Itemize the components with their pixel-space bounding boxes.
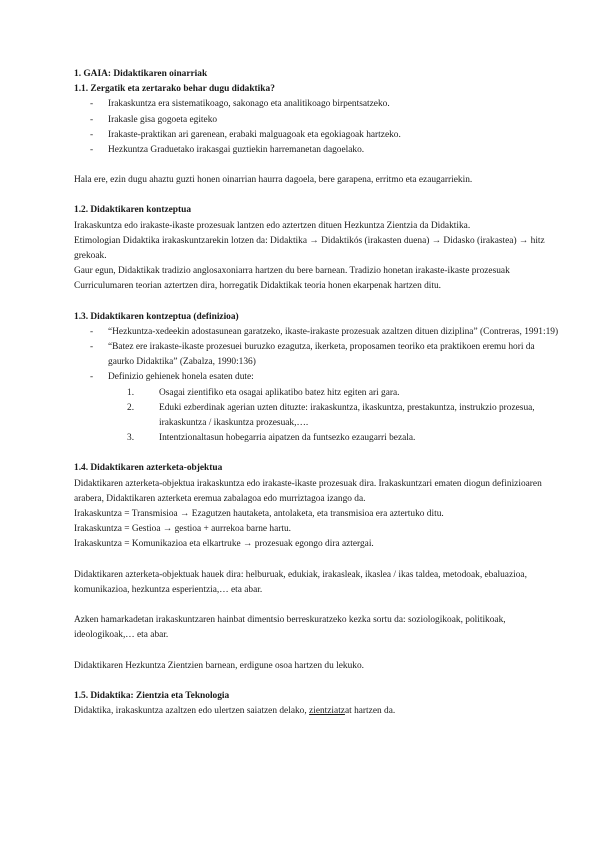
numbered-item <box>74 401 560 431</box>
section-1-5-heading: 1.5. Didaktika: Zientzia eta Teknologia <box>74 690 230 701</box>
list-item: - Irakasle gisa gogoeta egiteko <box>74 113 560 128</box>
section-1-2-heading: 1.2. Didaktikaren kontzeptua <box>74 205 192 216</box>
list-item: - “Hezkuntza-xedeekin adostasunean garatzeko, ikaste-irakaste prozesuak azaltzen dituen diziplina” (Contreras, 1991:19) <box>74 325 560 340</box>
paragraph: Etimologian Didaktika irakaskuntzarekin lotzen da: Didaktika → Didaktikós (irakasten duena) → Didasko (irakastea) → hitz grekoak. <box>74 235 545 262</box>
list-item: - Irakaskuntza era sistematikoago, sakonago eta analitikoago birpentsatzeko. <box>74 97 560 112</box>
list-item <box>74 370 560 385</box>
section-1-4-heading: 1.4. Didaktikaren azterketa-objektua <box>74 463 223 474</box>
section-1-3-heading: 1.3. Didaktikaren kontzeptua (definizioa) <box>74 311 239 322</box>
paragraph: Didaktikaren Hezkuntza Zientzien barnean, erdigune osoa hartzen du lekuko. <box>74 660 364 671</box>
section-1-3-numbered-list <box>74 386 560 447</box>
paragraph: Azken hamarkadetan irakaskuntzaren hainbat dimentsio berreskuratzeko kezka sortu da: soziologikoak, politikoak, ideologikoak,… eta abar. <box>74 615 506 641</box>
list-item: - Hezkuntza Graduetako irakasgai guztiekin harremanetan dagoelako. <box>74 143 560 158</box>
item-text: Eduki ezberdinak agerian uzten dituzte: irakaskuntza, ikaskuntza, prestakuntza, instrukzio prozesua, irakaskuntza / ikaskuntza prozesuak,…. <box>159 402 535 429</box>
item-text: Osagai zientifiko eta osagai aplikatibo batez hitz egiten ari gara. <box>159 387 400 398</box>
section-1-1-paragraph: Hala ere, ezin dugu ahaztu guzti honen oinarrian haurra dagoela, bere garapena, erritmo eta ezaugarriekin. <box>74 175 473 186</box>
item-number: 2. <box>127 402 135 413</box>
item-text: Intentzionaltasun hobegarria aipatzen da funtsezko ezaugarri bezala. <box>159 433 416 444</box>
item-number: 1. <box>127 387 135 398</box>
paragraph: Didaktikaren azterketa-objektuak hauek dira: helburuak, edukiak, irakasleak, ikaslea / ikas taldea, metodoak, ebaluazioa, komunikazioa, hezkuntza esperientzia,… eta abar. <box>74 569 527 595</box>
list-item: - Irakaste-praktikan ari garenean, erabaki malguagoak eta egokiagoak hartzeko. <box>74 128 560 143</box>
equation-line: Irakaskuntza = Transmisioa → Ezagutzen hautaketa, antolaketa, eta transmisioa era aztertuko ditu. <box>74 509 444 520</box>
section-1-1-heading: 1.1. Zergatik eta zertarako behar dugu didaktika? <box>74 84 275 95</box>
paragraph: Didaktikaren azterketa-objektua irakaskuntza edo irakaste-ikaste prozesuak dira. Irakaskuntzari ematen diogun definizioaren arabera, Didaktikaren azterketa eremua zabalagoa edo murriztagoa izango da. <box>74 478 542 504</box>
section-1-3-list <box>74 325 560 386</box>
equation-line: Irakaskuntza = Komunikazioa eta elkartruke → prozesuak egongo dira aztergai. <box>74 539 374 550</box>
underlined-word: zientziatz <box>309 705 345 716</box>
list-item-text: Definizio gehienek honela esaten dute: <box>108 372 254 383</box>
text-run: at hartzen da. <box>344 705 396 716</box>
document-title: 1. GAIA: Didaktikaren oinarriak <box>74 69 208 79</box>
list-item: - “Batez ere irakaste-ikaste prozesuei buruzko ezagutza, ikerketa, proposamen teoriko eta praktikoen eremu hori da gaurko Didaktika” (Zabalza, 1990:136) <box>74 340 560 370</box>
section-1-1-list <box>74 97 560 158</box>
numbered-item <box>74 386 560 401</box>
paragraph: Irakaskuntza edo irakaste-ikaste prozesuak lantzen edo aztertzen dituen Hezkuntza Zientzia da Didaktika. <box>74 220 471 231</box>
equation-line: Irakaskuntza = Gestioa → gestioa + aurrekoa barne hartu. <box>74 524 291 535</box>
numbered-item <box>74 431 560 446</box>
text-run: Didaktika, irakaskuntza azaltzen edo ulertzen saiatzen delako, <box>74 705 310 716</box>
item-number: 3. <box>127 433 135 444</box>
paragraph <box>74 704 560 719</box>
paragraph: Gaur egun, Didaktikak tradizio anglosaxoniarra hartzen du bere barnean. Tradizio honetan irakaste-ikaste prozesuak Curriculumaren teorian aztertzen dira, horregatik Didaktikak teoria honen ekarpenak hartzen ditu. <box>74 266 510 292</box>
